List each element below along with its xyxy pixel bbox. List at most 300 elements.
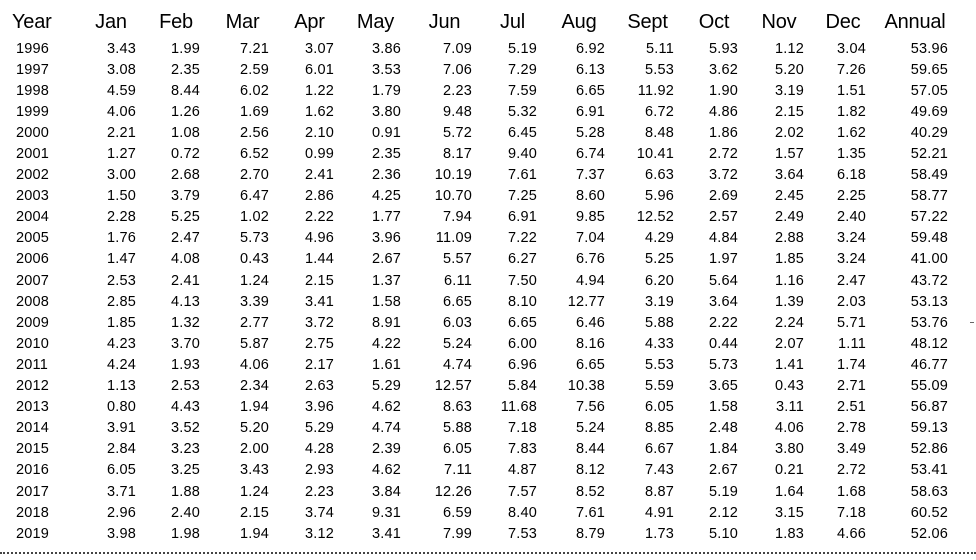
rainfall-cell: 3.91 (106, 420, 136, 437)
rainfall-cell: 3.80 (371, 103, 401, 120)
rainfall-cell: 2.07 (774, 335, 804, 352)
rainfall-cell: 6.20 (644, 272, 674, 289)
table-row (6, 333, 956, 354)
rainfall-cell: 3.43 (106, 40, 136, 57)
rainfall-cell: 2.93 (304, 462, 334, 479)
table-row (6, 397, 956, 418)
rainfall-cell: 10.38 (567, 378, 605, 395)
rainfall-cell: 1.08 (170, 124, 200, 141)
rainfall-cell: 7.09 (442, 40, 472, 57)
column-header-jan: Jan (95, 10, 127, 33)
rainfall-cell: 2.24 (774, 314, 804, 331)
rainfall-cell: 5.96 (644, 188, 674, 205)
rainfall-cell: 3.53 (371, 61, 401, 78)
rainfall-cell: 49.69 (910, 103, 948, 120)
rainfall-cell: 1.88 (170, 483, 200, 500)
rainfall-cell: 55.09 (910, 378, 948, 395)
rainfall-cell: 8.10 (507, 293, 537, 310)
year-cell: 2011 (16, 356, 48, 373)
rainfall-cell: 3.62 (708, 61, 738, 78)
rainfall-cell: 57.05 (910, 82, 948, 99)
rainfall-cell: 2.47 (170, 230, 200, 247)
table-row (6, 291, 956, 312)
rainfall-cell: 3.24 (836, 230, 866, 247)
rainfall-cell: 1.22 (304, 82, 334, 99)
rainfall-cell: 2.41 (170, 272, 200, 289)
rainfall-cell: 2.88 (774, 230, 804, 247)
rainfall-cell: 5.24 (575, 420, 605, 437)
rainfall-cell: 3.39 (239, 293, 269, 310)
year-cell: 2015 (16, 441, 50, 458)
rainfall-cell: 58.49 (910, 167, 948, 184)
table-row (6, 523, 956, 544)
rainfall-cell: 8.12 (575, 462, 605, 479)
table-row (6, 376, 956, 397)
column-header-dec: Dec (825, 10, 861, 33)
rainfall-cell: 2.15 (239, 504, 269, 521)
rainfall-cell: 2.39 (371, 441, 401, 458)
rainfall-cell: 1.84 (708, 441, 738, 458)
rainfall-cell: 59.65 (910, 61, 948, 78)
table-row (6, 122, 956, 143)
rainfall-cell: 2.67 (371, 251, 401, 268)
rainfall-cell: 1.02 (239, 209, 269, 226)
rainfall-cell: 58.77 (910, 188, 948, 205)
rainfall-cell: 6.65 (442, 293, 472, 310)
rainfall-cell: 1.11 (838, 335, 866, 352)
table-row (6, 439, 956, 460)
rainfall-cell: 3.86 (371, 40, 401, 57)
rainfall-cell: 3.43 (239, 462, 269, 479)
rainfall-cell: 6.05 (106, 462, 136, 479)
rainfall-cell: 3.12 (304, 525, 334, 542)
rainfall-cell: 7.57 (507, 483, 537, 500)
rainfall-cell: 1.83 (774, 525, 804, 542)
rainfall-cell: 2.15 (304, 272, 334, 289)
rainfall-cell: 40.29 (910, 124, 948, 141)
rainfall-cell: 58.63 (910, 483, 948, 500)
rainfall-cell: 1.32 (170, 314, 200, 331)
rainfall-cell: 1.90 (708, 82, 738, 99)
rainfall-cell: 0.43 (239, 251, 269, 268)
rainfall-cell: 1.27 (106, 146, 136, 163)
rainfall-cell: 2.35 (371, 146, 401, 163)
table-row (6, 143, 956, 164)
rainfall-cell: 1.93 (170, 356, 200, 373)
rainfall-cell: 5.19 (708, 483, 738, 500)
rainfall-cell: 6.63 (644, 167, 674, 184)
rainfall-cell: 0.21 (774, 462, 804, 479)
rainfall-cell: 1.51 (836, 82, 866, 99)
year-cell: 2000 (16, 124, 50, 141)
rainfall-cell: 8.40 (507, 504, 537, 521)
rainfall-cell: 10.19 (434, 167, 472, 184)
rainfall-cell: 5.88 (442, 420, 472, 437)
rainfall-cell: 4.96 (304, 230, 334, 247)
rainfall-cell: 6.59 (442, 504, 472, 521)
rainfall-cell: 52.86 (910, 441, 948, 458)
rainfall-cell: 4.74 (442, 356, 472, 373)
table-row (6, 270, 956, 291)
rainfall-cell: 6.47 (239, 188, 269, 205)
rainfall-cell: 6.01 (304, 61, 334, 78)
year-cell: 1998 (16, 82, 50, 99)
rainfall-cell: 5.25 (644, 251, 674, 268)
rainfall-cell: 1.26 (170, 103, 200, 120)
rainfall-cell: 7.61 (575, 504, 605, 521)
rainfall-cell: 4.06 (774, 420, 804, 437)
rainfall-cell: 52.21 (910, 146, 948, 163)
rainfall-cell: 5.64 (708, 272, 738, 289)
rainfall-cell: 3.96 (371, 230, 401, 247)
rainfall-cell: 7.99 (442, 525, 472, 542)
rainfall-cell: 2.41 (304, 167, 334, 184)
rainfall-cell: 2.00 (239, 441, 269, 458)
year-cell: 1996 (16, 40, 50, 57)
rainfall-cell: 3.65 (708, 378, 738, 395)
rainfall-cell: 4.29 (644, 230, 674, 247)
rainfall-cell: 4.62 (371, 462, 401, 479)
rainfall-cell: 1.58 (371, 293, 401, 310)
rainfall-cell: 3.15 (774, 504, 804, 521)
rainfall-cell: 2.75 (304, 335, 334, 352)
rainfall-cell: 6.91 (507, 209, 537, 226)
column-header-nov: Nov (761, 10, 797, 33)
rainfall-cell: 1.85 (106, 314, 136, 331)
column-header-jun: Jun (428, 10, 461, 33)
rainfall-cell: 4.84 (708, 230, 738, 247)
rainfall-cell: 2.78 (836, 420, 866, 437)
rainfall-cell: 3.19 (644, 293, 674, 310)
rainfall-cell: 6.67 (644, 441, 674, 458)
rainfall-cell: 12.57 (434, 378, 472, 395)
rainfall-cell: 8.60 (575, 188, 605, 205)
rainfall-cell: 2.86 (304, 188, 334, 205)
rainfall-cell: 5.87 (239, 335, 269, 352)
rainfall-cell: 1.58 (708, 399, 738, 416)
rainfall-cell: 2.84 (106, 441, 136, 458)
rainfall-cell: 1.82 (836, 103, 866, 120)
rainfall-cell: 12.77 (567, 293, 605, 310)
table-row (6, 186, 956, 207)
rainfall-cell: 52.06 (910, 525, 948, 542)
table-row (6, 249, 956, 270)
rainfall-cell: 5.88 (644, 314, 674, 331)
rainfall-cell: 1.77 (371, 209, 401, 226)
rainfall-cell: 0.91 (371, 124, 401, 141)
rainfall-cell: 56.87 (910, 399, 948, 416)
rainfall-cell: 6.46 (575, 314, 605, 331)
rainfall-cell: 3.25 (170, 462, 200, 479)
rainfall-cell: 11.92 (637, 82, 674, 99)
column-header-apr: Apr (294, 10, 325, 33)
table-body (6, 38, 956, 544)
rainfall-cell: 3.84 (371, 483, 401, 500)
column-header-annual: Annual (884, 10, 946, 33)
rainfall-cell: 3.72 (304, 314, 334, 331)
rainfall-cell: 6.76 (575, 251, 605, 268)
rainfall-cell: 9.48 (442, 103, 472, 120)
rainfall-cell: 1.24 (239, 272, 269, 289)
rainfall-cell: 7.06 (442, 61, 472, 78)
rainfall-cell: 10.41 (636, 146, 674, 163)
rainfall-cell: 1.76 (106, 230, 136, 247)
rainfall-cell: 5.24 (442, 335, 472, 352)
rainfall-cell: 6.00 (507, 335, 537, 352)
rainfall-cell: 2.53 (170, 378, 200, 395)
year-cell: 2005 (16, 230, 50, 247)
rainfall-cell: 7.11 (444, 462, 472, 479)
rainfall-cell: 4.43 (170, 399, 200, 416)
rainfall-cell: 46.77 (910, 356, 948, 373)
rainfall-cell: 1.64 (774, 483, 804, 500)
rainfall-cell: 5.20 (239, 420, 269, 437)
column-header-jul: Jul (500, 10, 525, 33)
rainfall-cell: 8.17 (442, 146, 472, 163)
rainfall-cell: 7.43 (644, 462, 674, 479)
year-cell: 2009 (16, 314, 50, 331)
rainfall-cell: 3.08 (106, 61, 136, 78)
rainfall-cell: 8.52 (575, 483, 605, 500)
rainfall-cell: 3.96 (304, 399, 334, 416)
rainfall-cell: 2.03 (836, 293, 866, 310)
table-row (6, 354, 956, 375)
rainfall-cell: 7.04 (575, 230, 605, 247)
rainfall-cell: 59.13 (910, 420, 948, 437)
rainfall-cell: 5.29 (371, 378, 401, 395)
rainfall-cell: 2.21 (106, 124, 136, 141)
rainfall-cell: 6.02 (239, 82, 269, 99)
rainfall-cell: 3.64 (708, 293, 738, 310)
rainfall-cell: 4.74 (371, 420, 401, 437)
rainfall-cell: 3.19 (774, 82, 804, 99)
year-cell: 2002 (16, 167, 50, 184)
rainfall-cell: 6.96 (507, 356, 537, 373)
rainfall-cell: 7.59 (507, 82, 537, 99)
rainfall-cell: 6.72 (644, 103, 674, 120)
rainfall-cell: 2.67 (708, 462, 738, 479)
column-header-mar: Mar (225, 10, 260, 33)
rainfall-cell: 2.72 (708, 146, 738, 163)
rainfall-cell: 1.16 (774, 272, 804, 289)
rainfall-cell: 3.52 (170, 420, 200, 437)
rainfall-cell: 4.13 (170, 293, 200, 310)
rainfall-cell: 2.15 (774, 103, 804, 120)
rainfall-cell: 4.23 (106, 335, 136, 352)
rainfall-cell: 2.45 (774, 188, 804, 205)
rainfall-cell: 3.74 (304, 504, 334, 521)
rainfall-cell: 8.44 (575, 441, 605, 458)
rainfall-cell: 5.53 (644, 356, 674, 373)
rainfall-cell: 7.26 (836, 61, 866, 78)
rainfall-cell: 6.52 (239, 146, 269, 163)
rainfall-cell: 2.23 (442, 82, 472, 99)
rainfall-cell: 11.09 (435, 230, 472, 247)
table-row (6, 101, 956, 122)
rainfall-cell: 0.44 (708, 335, 738, 352)
year-cell: 2007 (16, 272, 50, 289)
rainfall-cell: 41.00 (910, 251, 948, 268)
rainfall-cell: 1.37 (371, 272, 401, 289)
rainfall-cell: 7.56 (575, 399, 605, 416)
rainfall-cell: 6.65 (507, 314, 537, 331)
rainfall-cell: 2.12 (708, 504, 738, 521)
year-cell: 2001 (16, 146, 50, 163)
table-row (6, 481, 956, 502)
rainfall-cell: 57.22 (910, 209, 948, 226)
rainfall-cell: 5.73 (239, 230, 269, 247)
rainfall-cell: 3.11 (776, 399, 804, 416)
rainfall-cell: 59.48 (910, 230, 948, 247)
rainfall-cell: 3.41 (304, 293, 334, 310)
rainfall-cell: 4.08 (170, 251, 200, 268)
edge-tick-mark (970, 322, 974, 323)
rainfall-cell: 2.25 (836, 188, 866, 205)
table-row (6, 207, 956, 228)
rainfall-cell: 3.98 (106, 525, 136, 542)
column-header-feb: Feb (159, 10, 193, 33)
rainfall-cell: 5.11 (646, 40, 674, 57)
rainfall-cell: 6.03 (442, 314, 472, 331)
rainfall-cell: 9.85 (575, 209, 605, 226)
rainfall-cell: 2.40 (170, 504, 200, 521)
table-row (6, 418, 956, 439)
table-row (6, 502, 956, 523)
column-header-oct: Oct (698, 10, 730, 33)
rainfall-cell: 4.28 (304, 441, 334, 458)
rainfall-cell: 4.87 (507, 462, 537, 479)
rainfall-cell: 6.18 (836, 167, 866, 184)
year-cell: 2008 (16, 293, 50, 310)
rainfall-cell: 8.16 (575, 335, 605, 352)
rainfall-cell: 8.91 (371, 314, 401, 331)
rainfall-cell: 3.07 (304, 40, 334, 57)
rainfall-cell: 5.28 (575, 124, 605, 141)
rainfall-cell: 60.52 (910, 504, 948, 521)
rainfall-cell: 1.97 (708, 251, 738, 268)
rainfall-cell: 2.22 (304, 209, 334, 226)
rainfall-cell: 2.68 (170, 167, 200, 184)
rainfall-cell: 1.13 (106, 378, 136, 395)
rainfall-cell: 3.00 (106, 167, 136, 184)
year-cell: 2003 (16, 188, 50, 205)
rainfall-cell: 4.86 (708, 103, 738, 120)
column-header-sept: Sept (627, 10, 668, 33)
table-row (6, 38, 956, 59)
rainfall-cell: 1.41 (774, 356, 804, 373)
rainfall-cell: 7.50 (507, 272, 537, 289)
rainfall-cell: 2.56 (239, 124, 269, 141)
rainfall-cell: 5.71 (836, 314, 866, 331)
rainfall-cell: 6.65 (575, 82, 605, 99)
rainfall-cell: 7.61 (507, 167, 537, 184)
rainfall-cell: 7.37 (575, 167, 605, 184)
year-cell: 2019 (16, 525, 50, 542)
rainfall-cell: 3.24 (836, 251, 866, 268)
rainfall-cell: 5.84 (507, 378, 537, 395)
rainfall-cell: 1.94 (239, 399, 269, 416)
rainfall-cell: 1.61 (371, 356, 401, 373)
year-cell: 1999 (16, 103, 50, 120)
rainfall-cell: 7.18 (836, 504, 866, 521)
rainfall-cell: 2.02 (774, 124, 804, 141)
rainfall-cell: 2.59 (239, 61, 269, 78)
rainfall-cell: 2.51 (836, 399, 866, 416)
rainfall-cell: 2.17 (304, 356, 334, 373)
rainfall-cell: 5.93 (708, 40, 738, 57)
rainfall-cell: 8.63 (442, 399, 472, 416)
rainfall-cell: 3.64 (774, 167, 804, 184)
rainfall-cell: 9.40 (507, 146, 537, 163)
column-header-year: Year (12, 10, 52, 33)
rainfall-cell: 5.72 (442, 124, 472, 141)
rainfall-cell: 2.23 (304, 483, 334, 500)
rainfall-cell: 2.36 (371, 167, 401, 184)
rainfall-cell: 4.22 (371, 335, 401, 352)
rainfall-cell: 4.59 (106, 82, 136, 99)
rainfall-cell: 2.28 (106, 209, 136, 226)
rainfall-cell: 53.76 (910, 314, 948, 331)
rainfall-cell: 12.52 (636, 209, 674, 226)
rainfall-cell: 11.68 (500, 399, 537, 416)
rainfall-cell: 1.68 (836, 483, 866, 500)
rainfall-cell: 2.69 (708, 188, 738, 205)
year-cell: 2010 (16, 335, 50, 352)
rainfall-cell: 3.71 (106, 483, 136, 500)
table-row (6, 312, 956, 333)
rainfall-cell: 3.79 (170, 188, 200, 205)
rainfall-cell: 4.06 (106, 103, 136, 120)
rainfall-cell: 1.57 (774, 146, 804, 163)
rainfall-cell: 3.41 (371, 525, 401, 542)
rainfall-cell: 3.70 (170, 335, 200, 352)
rainfall-cell: 7.83 (507, 441, 537, 458)
rainfall-cell: 2.48 (708, 420, 738, 437)
rainfall-cell: 1.69 (239, 103, 269, 120)
year-cell: 2017 (16, 483, 50, 500)
dotted-divider (0, 552, 976, 554)
rainfall-cell: 2.49 (774, 209, 804, 226)
rainfall-cell: 7.29 (507, 61, 537, 78)
rainfall-cell: 53.96 (910, 40, 948, 57)
year-cell: 2014 (16, 420, 50, 437)
rainfall-cell: 1.73 (644, 525, 674, 542)
rainfall-cell: 5.25 (170, 209, 200, 226)
rainfall-cell: 1.24 (239, 483, 269, 500)
rainfall-cell: 5.29 (304, 420, 334, 437)
rainfall-cell: 4.94 (575, 272, 605, 289)
rainfall-cell: 4.24 (106, 356, 136, 373)
rainfall-cell: 2.34 (239, 378, 269, 395)
rainfall-cell: 7.22 (507, 230, 537, 247)
year-cell: 2016 (16, 462, 50, 479)
rainfall-cell: 4.06 (239, 356, 269, 373)
rainfall-cell: 2.72 (836, 462, 866, 479)
rainfall-cell: 53.41 (910, 462, 948, 479)
header-row (6, 6, 956, 38)
year-cell: 2018 (16, 504, 50, 521)
rainfall-cell: 2.53 (106, 272, 136, 289)
rainfall-cell: 2.57 (708, 209, 738, 226)
rainfall-cell: 6.74 (575, 146, 605, 163)
year-cell: 2004 (16, 209, 50, 226)
rainfall-cell: 1.79 (371, 82, 401, 99)
table-row (6, 59, 956, 80)
table-row (6, 228, 956, 249)
rainfall-cell: 53.13 (910, 293, 948, 310)
rainfall-cell: 8.44 (170, 82, 200, 99)
rainfall-cell: 4.25 (371, 188, 401, 205)
